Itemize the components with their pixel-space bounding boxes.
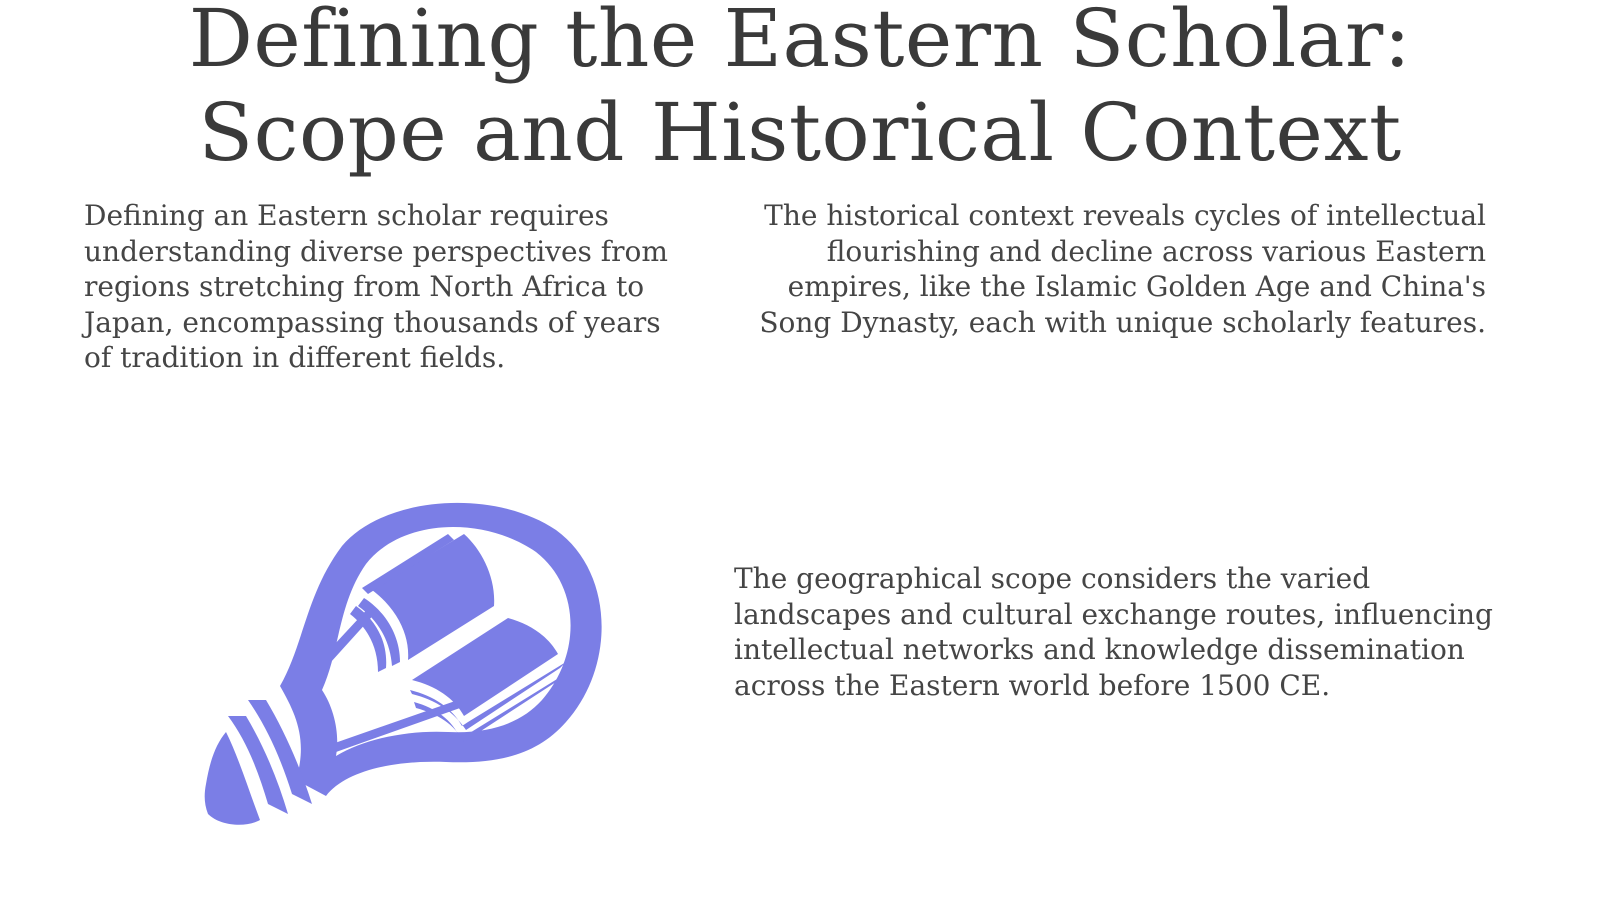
geographical-scope-paragraph: The geographical scope considers the varied landscapes and cultural exchange routes, influencing intellectual networks and knowledge dissemination across the Eastern world before 1500 CE. bbox=[734, 562, 1493, 702]
historical-context-paragraph: The historical context reveals cycles of intellectual flourishing and decline across various Eastern empires, like the Islamic Golden Age and China's Song Dynasty, each with unique scholarly features. bbox=[759, 199, 1486, 339]
lightbulb-with-books-icon bbox=[196, 494, 632, 854]
title-line-1: Defining the Eastern Scholar: bbox=[188, 0, 1412, 85]
title-line-2: Scope and Historical Context bbox=[198, 86, 1402, 179]
definition-paragraph: Defining an Eastern scholar requires understanding diverse perspectives from regions stretching from North Africa to Japan, encompassing thousands of years of tradition in different fields. bbox=[84, 199, 668, 374]
slide-title bbox=[0, 0, 1600, 180]
